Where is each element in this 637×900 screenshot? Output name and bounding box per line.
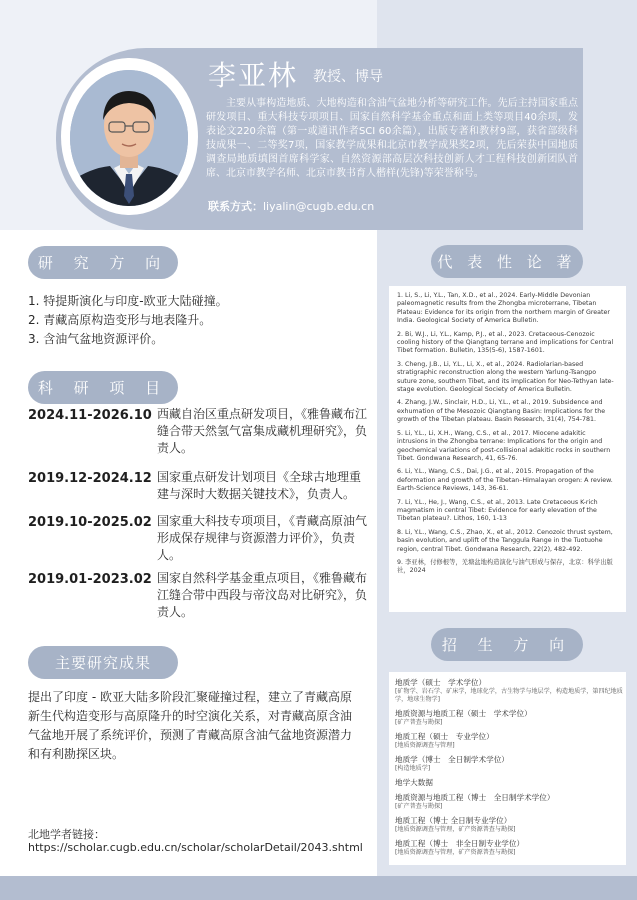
section-recruitment: 招 生 方 向 [431, 628, 583, 661]
project-description: 国家重点研发计划项目《全球古地理重建与深时大数据关键技术》，负责人。 [157, 470, 362, 501]
project-description: 西藏自治区重点研发项目，《雅鲁藏布江缝合带天然氢气富集成藏机理研究》，负责人。 [157, 407, 368, 455]
recruitment-box [389, 672, 626, 865]
main-results-text: 提出了印度 - 欧亚大陆多阶段汇聚碰撞过程，建立了青藏高原新生代构造变形与高原隆升的时空演化关系，对青藏高原含油气盆地开展了系统评价，预测了青藏高原含油气盆地资源潜力和有利勘探区块。 [28, 690, 353, 761]
project-description: 国家重大科技专项项目，《青藏高原油气形成保存规律与资源潜力评价》，负责人。 [157, 514, 368, 562]
recruitment-fields: [地质资源调查与管理，矿产资源普查与勘探] [395, 826, 516, 833]
portrait-photo [70, 70, 188, 206]
recruitment-program: 地质工程（博士 全日制专业学位） [395, 816, 512, 825]
publication-item: 1. Li, S., Li, Y.L., Tan, X.D., et al., 2024. Early-Middle Devonian paleomagnetic results from the Zhongba microterrane, Tibetan Plateau: Evidence for its origin from the northern margin of Greater India. Geological Society of America Bulletin. [397, 292, 610, 325]
recruitment-program: 地质工程（博士 非全日制专业学位） [395, 839, 525, 848]
recruitment-program: 地质工程（硕士 专业学位） [395, 732, 494, 741]
project-date: 2019.10-2025.02 [28, 515, 152, 530]
research-direction-item: 1. 特提斯演化与印度-欧亚大陆碰撞。 [28, 294, 228, 308]
recruitment-program: 地质学（硕士 学术学位） [395, 678, 487, 687]
publications-box [389, 286, 626, 612]
profile-name: 李亚林 [208, 59, 299, 92]
profile-intro: 主要从事构造地质、大地构造和含油气盆地分析等研究工作。先后主持国家重点研发项目、重大科技专项项目、国家自然科学基金重点和面上类等项目40余项，发表论文220余篇（第一或通讯作者SCI 60余篇），出版专著和教材9部，获省部级科技成果一、二等奖7项，国家教学成果和北京市教学成果奖2项，先后荣获中国地质调查局地质填图首席科学家、自然资源部高层次科技创新人才工程科技创新团队首席、北京市教学名师、北京市教书育人楷样(先锋)等荣誉称号。 [206, 98, 578, 179]
publication-item: 6. Li, Y.L., Wang, C.S., Dai, J.G., et al., 2015. Propagation of the deformation and growth of the Tibetan–Himalayan orogen: A review. Earth-Science Reviews, 143, 36-61. [397, 468, 613, 493]
publication-item: 5. Li, Y.L., Li, X.H., Wang, C.S., et al., 2017. Miocene adakitic intrusions in the Zhongba terrane: Implications for the origin and geochemical variations of post-collisional adakitic rocks in southern Tibet. Gondwana Research, 41, 65-76. [397, 429, 611, 462]
recruitment-fields: [构造地质学] [395, 765, 431, 772]
section-main-results: 主要研究成果 [28, 646, 178, 679]
publication-item: 9. 李亚林，付修根等，羌塘盆地构造演化与油气形成与保存，北京：科学出版社，2024 [397, 558, 613, 575]
scholar-link-label: 北地学者链接： [28, 828, 105, 841]
scholar-link[interactable]: https://scholar.cugb.edu.cn/scholar/scholarDetail/2043.shtml [28, 841, 363, 854]
contact-label: 联系方式： [208, 200, 263, 213]
recruitment-program: 地学大数据 [395, 778, 433, 787]
profile-title: 教授、博导 [313, 69, 383, 85]
project-date: 2024.11-2026.10 [28, 408, 152, 423]
section-representative-papers: 代 表 性 论 著 [431, 245, 583, 278]
recruitment-program: 地质资源与地质工程（硕士 学术学位） [395, 709, 532, 718]
recruitment-fields: [地质资源调查与管理，矿产资源普查与勘探] [395, 849, 516, 856]
recruitment-fields: [矿产普查与勘探] [395, 803, 443, 810]
section-research-direction: 研 究 方 向 [28, 246, 178, 279]
section-research-projects: 科 研 项 目 [28, 371, 178, 404]
publication-item: 8. Li, Y.L., Wang, C.S., Zhao, X., et al., 2012. Cenozoic thrust system, basin evolution, and uplift of the Tanggula Range in the Tuotuohe region, central Tibet. Gondwana Research, 22(2), 482-492. [397, 528, 613, 553]
recruitment-program: 地质资源与地质工程（博士 全日制学术学位） [395, 793, 555, 802]
project-description: 国家自然科学基金重点项目，《雅鲁藏布江缝合带中西段与帝汶岛对比研究》，负责人。 [157, 571, 368, 619]
recruitment-fields: [矿产普查与勘探] [395, 719, 443, 726]
contact-line [208, 198, 374, 214]
bottom-band [0, 876, 637, 900]
research-direction-item: 2. 青藏高原构造变形与地表隆升。 [28, 313, 212, 327]
recruitment-fields: [矿物学、岩石学、矿床学，地球化学，古生物学与地层学，构造地质学，第四纪地质学，地球生物学] [395, 688, 623, 703]
publication-item: 3. Cheng, J.B., Li, Y.L., Li, X., et al., 2024. Radiolarian-based stratigraphic reconstruction along the western Yarlung-Tsangpo suture zone, southern Tibet, and its implication for Neo-Tethyan late-stage evolution. Geological Society of America Bulletin. [397, 360, 614, 394]
research-direction-item: 3. 含油气盆地资源评价。 [28, 332, 164, 346]
recruitment-fields: [地质资源调查与管理] [395, 742, 455, 749]
publication-item: 2. Bi, W.J., Li, Y.L., Kamp, P.J., et al., 2023. Cretaceous-Cenozoic cooling history of the Qiangtang terrane and implications for Central Tibet formation. Bulletin, 135(5-6), 1587-1601. [397, 330, 614, 355]
publication-item: 4. Zhang, J.W., Sinclair, H.D., Li, Y.L., et al., 2019. Subsidence and exhumation of the Mesozoic Qiangtang Basin: Implications for the growth of the Tibetan plateau. Basin Research, 31(4), 754-781. [397, 399, 606, 424]
project-date: 2019.12-2024.12 [28, 471, 152, 486]
project-date: 2019.01-2023.02 [28, 572, 152, 587]
contact-email[interactable]: liyalin@cugb.edu.cn [263, 200, 375, 213]
recruitment-program: 地质学（博士 全日制学术学位） [395, 755, 509, 764]
publication-item: 7. Li, Y.L., He, J., Wang, C.S., et al., 2013. Late Cretaceous K-rich magmatism in central Tibet: Evidence for early elevation of the Tibetan plateau?. Lithos, 160, 1-13 [397, 498, 598, 523]
